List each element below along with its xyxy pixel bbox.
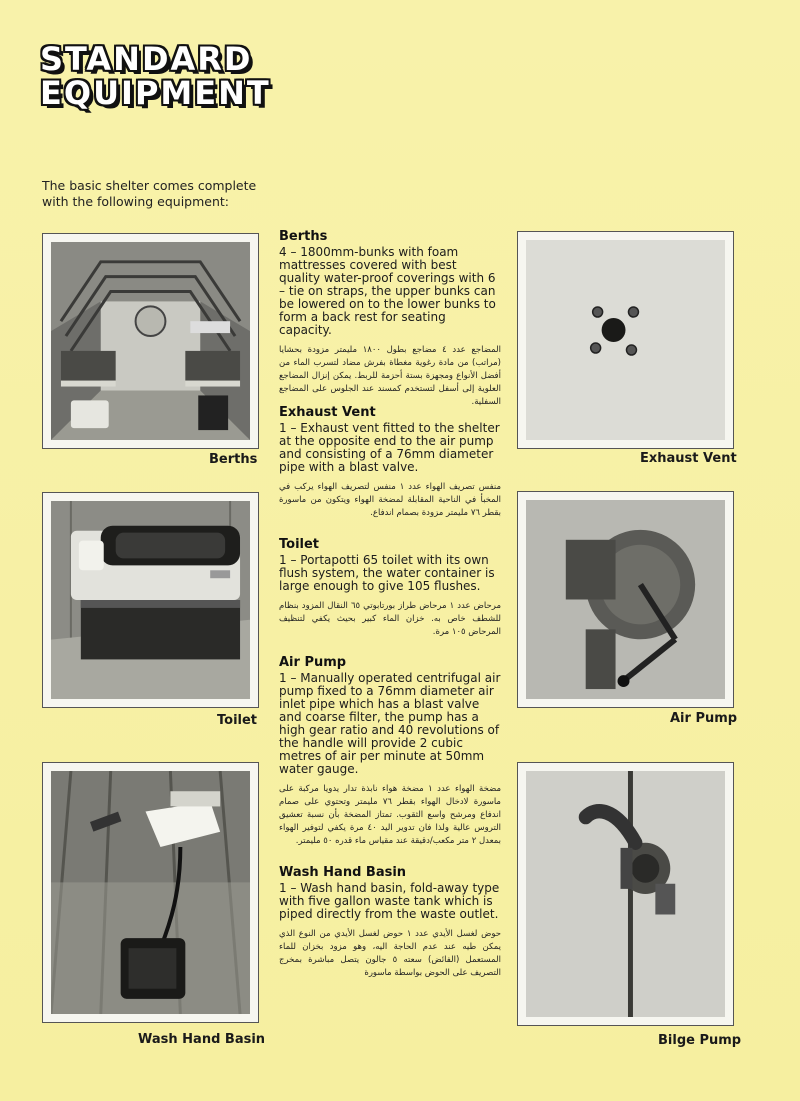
caption-exhaust-vent: Exhaust Vent [640,451,737,466]
wash-basin-photo [42,762,259,1023]
air-pump-illustration [526,500,725,699]
title-line-standard: STANDARD [40,40,253,78]
section-toilet-text: 1 – Portapotti 65 toilet with its own flush system, the water container is large enough to give 105 flushes. [279,553,495,593]
section-airpump-arabic: مضخة الهواء عدد ١ مضخة هواء نابذة تدار يدويا مركبة على ماسورة لادخال الهواء بقطر ٧٦ مليمتر وتحتوي على صمام اندفاع ومرشح واسع الثقوب. تمتاز المضخة بأن نسبة تعشيق التروس عالية ولذا فان تدوير اليد ٤٠ مرة يكفي لتوفير الهواء بمعدل ٢ متر مكعب/دقيقة عند مقياس ماء قدره ٥٠ مليمتر. [279,784,501,846]
page-title [40,42,271,110]
section-berths [279,229,501,409]
caption-toilet: Toilet [217,713,258,728]
section-exhaust-vent [279,405,501,520]
section-exhaust-title: Exhaust Vent [279,405,376,420]
section-wash-basin [279,865,501,980]
caption-wash-basin: Wash Hand Basin [138,1032,266,1047]
caption-berths: Berths [209,452,258,467]
intro-text: The basic shelter comes complete with the following equipment: [42,178,257,209]
title-line-equipment: EQUIPMENT [40,74,271,112]
section-air-pump [279,655,501,848]
toilet-illustration [51,501,250,699]
toilet-photo [42,492,259,708]
section-berths-text: 4 – 1800mm-bunks with foam mattresses covered with best quality water-proof coverings with 6 – tie on straps, the upper bunks can be lowered on to the lower bunks to form a back rest for seating capacity. [279,245,496,337]
section-exhaust-text: 1 – Exhaust vent fitted to the shelter at the opposite end to the air pump and consisting of a 76mm diameter pipe with a blast valve. [279,421,500,474]
section-toilet-title: Toilet [279,537,320,552]
berths-illustration [51,242,250,440]
air-pump-photo [517,491,734,708]
section-toilet-arabic: مرحاض عدد ١ مرحاض طراز بورتابوتي ٦٥ النقال المزود بنظام للشطف خاص به. خزان الماء كبير بحيث يكفي لتنظيف المرحاض ١٠٥ مرة. [279,601,501,637]
section-berths-title: Berths [279,229,328,244]
exhaust-vent-photo [517,231,734,449]
berths-photo [42,233,259,449]
section-wash-arabic: حوض لغسل الأيدي عدد ١ حوض لغسل الأيدي من النوع الذي يمكن طيه عند عدم الحاجة اليه، وهو مزود بخزان للماء المستعمل (الفائض) سعته ٥ جالون يتصل مباشرة بمخرج التصريف على الحوض بواسطة ماسورة [279,929,501,978]
exhaust-vent-illustration [526,240,725,440]
caption-bilge-pump: Bilge Pump [658,1033,742,1048]
caption-air-pump: Air Pump [670,711,738,726]
bilge-pump-photo [517,762,734,1026]
section-wash-title: Wash Hand Basin [279,865,407,880]
section-wash-text: 1 – Wash hand basin, fold-away type with five gallon waste tank which is piped directly from the waste outlet. [279,881,500,921]
wash-basin-illustration [51,771,250,1014]
section-toilet [279,537,501,639]
section-berths-arabic: المضاجع عدد ٤ مضاجع بطول ١٨٠٠ مليمتر مزودة بحشايا (مراتب) من مادة رغوية مغطاة بفرش مضاد لتسرب الماء من أفضل الأنواع ومجهزة بستة أحزمة للربط. يمكن إنزال المضاجع العلوية إلى أسفل لتستخدم كمسند عند الجلوس على المضاجع السفلية. [279,345,502,407]
section-exhaust-arabic: منفس تصريف الهواء عدد ١ منفس لتصريف الهواء يركب في المخبأ في الناحية المقابلة لمضخة الهواء ويتكون من ماسورة بقطر ٧٦ مليمتر مزودة بصمام اندفاع. [279,482,501,518]
section-airpump-title: Air Pump [279,655,347,670]
section-airpump-text: 1 – Manually operated centrifugal air pump fixed to a 76mm diameter air inlet pipe which has a blast valve and coarse filter, the pump has a high gear ratio and 40 revolutions of the handle will provide 2 cubic metres of air per minute at 50mm water gauge. [279,671,501,776]
bilge-pump-illustration [526,771,725,1017]
